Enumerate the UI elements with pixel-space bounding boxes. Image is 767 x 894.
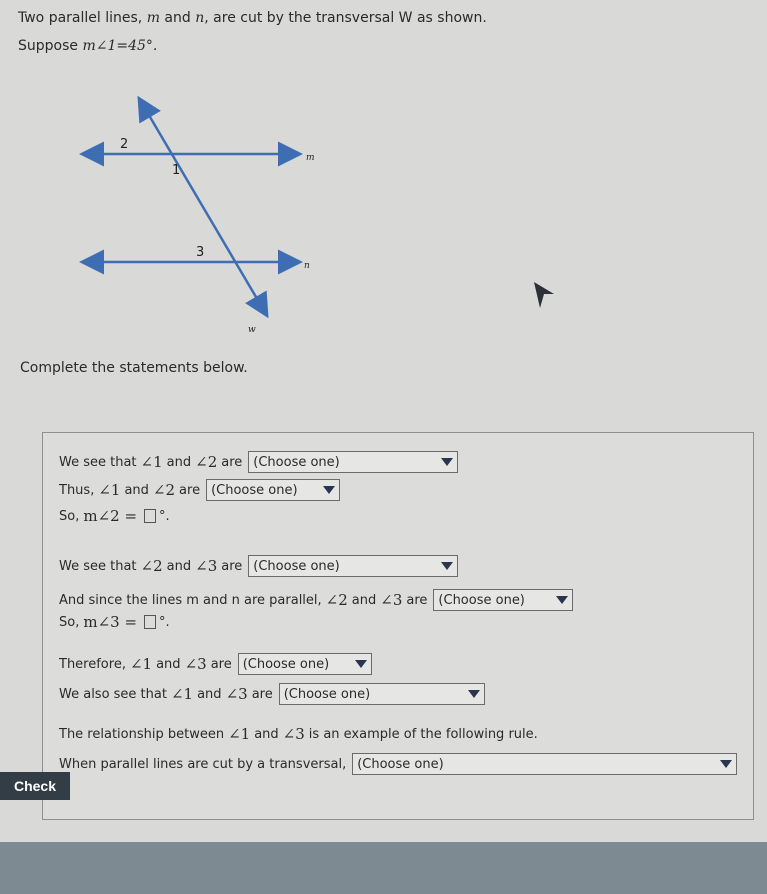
- statement-text: Therefore,: [59, 656, 126, 672]
- problem-intro: [18, 4, 487, 60]
- chevron-down-icon: [323, 486, 335, 494]
- angle-symbol: ∠1: [228, 725, 251, 743]
- statement-5: [59, 589, 573, 611]
- dropdown-value: (Choose one): [253, 558, 340, 574]
- statement-text: and: [124, 482, 149, 498]
- answer-box-angle-3[interactable]: [144, 615, 156, 629]
- statement-text: are: [210, 656, 232, 672]
- intro-text: , are cut by the transversal W as shown.: [204, 10, 487, 26]
- statement-text: So,: [59, 508, 80, 524]
- statement-text: are: [251, 686, 273, 702]
- angle-symbol: ∠3: [195, 557, 218, 575]
- intro-text: Suppose: [18, 38, 83, 54]
- dropdown-value: (Choose one): [253, 454, 340, 470]
- dropdown-value: (Choose one): [438, 592, 525, 608]
- line-label-m: m: [306, 153, 315, 163]
- intro-text: and: [159, 10, 196, 26]
- statement-4: [59, 555, 458, 577]
- dropdown-statement-7[interactable]: [238, 653, 372, 675]
- statement-8: [59, 683, 485, 705]
- intro-line-1: [18, 4, 487, 32]
- statement-3: [59, 507, 170, 525]
- statement-text: When parallel lines are cut by a transversal,: [59, 756, 347, 772]
- angle-label-3: 3: [196, 245, 205, 260]
- statement-text: are: [179, 482, 201, 498]
- angle-label-1: 1: [172, 163, 181, 178]
- angle-symbol: ∠3: [184, 655, 207, 673]
- line-m-symbol: m: [146, 10, 160, 26]
- chevron-down-icon: [556, 596, 568, 604]
- statement-7: [59, 653, 372, 675]
- angle-symbol: ∠3: [225, 685, 248, 703]
- statement-text: and: [166, 558, 192, 574]
- angle-symbol: ∠2: [195, 453, 218, 471]
- statement-text: and: [166, 454, 192, 470]
- angle-symbol: ∠2: [325, 591, 348, 609]
- statement-text: and: [197, 686, 222, 702]
- angle-symbol: ∠2: [140, 557, 163, 575]
- bottom-bar: [0, 842, 767, 894]
- statement-text: are: [221, 454, 243, 470]
- statement-text: are: [406, 592, 428, 608]
- dropdown-value: (Choose one): [283, 686, 371, 702]
- statement-text: And since the lines m and n are parallel,: [59, 592, 322, 608]
- intro-text: Two parallel lines,: [18, 10, 147, 26]
- angle-symbol: ∠1: [170, 685, 194, 703]
- statement-1: [59, 451, 458, 473]
- dropdown-statement-1[interactable]: [248, 451, 458, 473]
- check-button[interactable]: Check: [0, 772, 70, 800]
- mouse-cursor-icon: [532, 280, 556, 310]
- dropdown-statement-4[interactable]: [248, 555, 458, 577]
- angle-symbol: ∠3: [380, 591, 403, 609]
- statement-text: We also see that: [59, 686, 167, 702]
- statement-2: [59, 479, 340, 501]
- statement-text: and: [254, 726, 279, 742]
- chevron-down-icon: [468, 690, 480, 698]
- statement-10: [59, 753, 737, 775]
- line-label-w: w: [248, 325, 256, 335]
- angle-symbol: ∠2: [152, 481, 176, 499]
- statement-text: is an example of the following rule.: [308, 726, 538, 742]
- chevron-down-icon: [355, 660, 367, 668]
- statement-text: are: [221, 558, 243, 574]
- statement-9: [59, 725, 538, 743]
- chevron-down-icon: [441, 562, 453, 570]
- dropdown-value: (Choose one): [242, 656, 330, 672]
- angle-symbol: ∠3: [282, 725, 305, 743]
- chevron-down-icon: [720, 760, 732, 768]
- given-angle-expression: m∠1=45°.: [82, 38, 158, 54]
- statement-text: So,: [59, 614, 80, 630]
- statement-text: and: [156, 656, 181, 672]
- angle-symbol: ∠1: [140, 453, 163, 471]
- angle-symbol: ∠1: [98, 481, 121, 499]
- dropdown-value: (Choose one): [357, 756, 444, 772]
- parallel-lines-diagram: [70, 92, 330, 352]
- dropdown-value: (Choose one): [211, 482, 298, 498]
- transversal-w: [140, 100, 266, 314]
- dropdown-statement-2[interactable]: [206, 479, 340, 501]
- angle-symbol: ∠1: [129, 655, 153, 673]
- statement-text: Thus,: [59, 482, 95, 498]
- angle-label-2: 2: [120, 137, 129, 152]
- degree-unit: °.: [159, 508, 170, 524]
- statement-text: and: [351, 592, 377, 608]
- chevron-down-icon: [441, 458, 453, 466]
- dropdown-statement-8[interactable]: [279, 683, 485, 705]
- angle-measure-expression: m∠3 =: [83, 613, 138, 631]
- degree-unit: °.: [159, 614, 170, 630]
- dropdown-statement-10[interactable]: [352, 753, 737, 775]
- instructions-label: Complete the statements below.: [20, 360, 248, 376]
- answer-box-angle-2[interactable]: [144, 509, 156, 523]
- statements-panel: [42, 432, 754, 820]
- statement-text: We see that: [59, 454, 137, 470]
- intro-line-2: [18, 32, 487, 60]
- statement-6: [59, 613, 170, 631]
- dropdown-statement-5[interactable]: [433, 589, 573, 611]
- statement-text: We see that: [59, 558, 137, 574]
- statement-text: The relationship between: [59, 726, 225, 742]
- line-label-n: n: [304, 261, 310, 271]
- angle-measure-expression: m∠2 =: [83, 507, 138, 525]
- line-n-symbol: n: [195, 10, 205, 26]
